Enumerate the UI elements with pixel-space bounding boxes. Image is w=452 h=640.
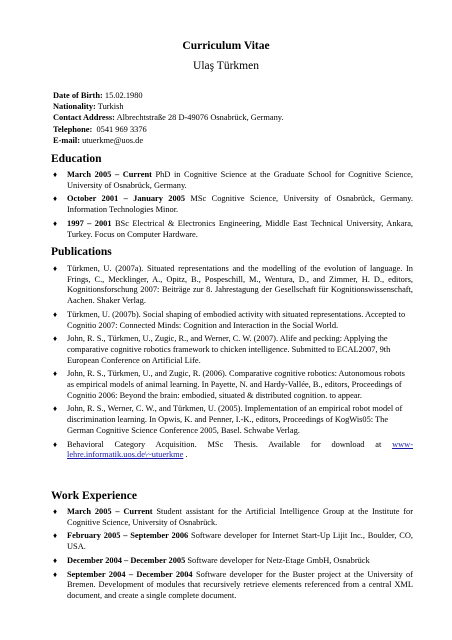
publication-text: John, R. S., Türkmen, U., and Zugic, R. (2006). Comparative cognitive robotics: Autonomous robots as empirical models of animal learning. In Payette, N. and Hardy-Vallée, B., editors, Proceedings of Cognitio 2006: Beyond the brain: embodied, situated & distributed cognition. to appear. (67, 369, 405, 400)
email-value: utuerkme@uos.de (79, 135, 144, 145)
publications-heading: Publications (51, 246, 112, 258)
work-text: Software developer for the Buster project at the University of Bremen. Development of modules that recursively retrieve elements referenced from a central XML document, and create a single complete document. (67, 569, 413, 600)
diamond-bullet-icon: ♦ (53, 507, 58, 516)
telephone-line (53, 124, 284, 135)
work-date: September 2004 – December 2004 (67, 569, 193, 579)
diamond-bullet-icon: ♦ (53, 531, 58, 541)
list-item (53, 369, 413, 401)
nationality-value: Turkish (95, 102, 124, 112)
list-item (53, 570, 413, 602)
work-text: Student assistant for the Artificial Intelligence Group at the Institute for Cognitive Science, University of Osnabrück. (67, 507, 414, 527)
work-text: Software developer for Netz-Etage GmbH, Osnabrück (185, 555, 370, 565)
list-item (53, 556, 413, 567)
publication-text: Türkmen, U. (2007b). Social shaping of embodied activity with situated representations. Accepted to Cognitio 2007: Connected Minds: Cognition and Interaction in the Social World. (67, 309, 406, 330)
publication-text: Behavioral Category Acquisition. MSc Thesis. Available for download at (67, 439, 393, 449)
diamond-bullet-icon: ♦ (53, 194, 58, 204)
diamond-bullet-icon: ♦ (53, 555, 58, 565)
diamond-bullet-icon: ♦ (53, 404, 58, 414)
education-text: PhD in Cognitive Science at the Graduate School for Cognitive Science, University of Osnabrück, Germany. (67, 170, 413, 190)
publication-text: John, R. S., Türkmen, U., Zugic, R., and Werner, C. W. (2007). Alife and pecking: Applying the comparative cognitive robotics framework to chicken intelligence. Submitted to ECAL2007, 9th European Conference on Artificial Life. (67, 334, 391, 365)
birth-date-value: 15.02.1980 (102, 91, 143, 100)
list-item (53, 310, 413, 331)
work-list (53, 507, 413, 605)
document-title: Curriculum Vitae (182, 40, 270, 52)
diamond-bullet-icon: ♦ (53, 334, 58, 344)
list-item (53, 219, 413, 240)
diamond-bullet-icon: ♦ (53, 218, 58, 228)
list-item (53, 334, 413, 366)
work-date: March 2005 – Current (67, 507, 153, 516)
birth-date-label: Date of Birth: (53, 91, 103, 100)
personal-info (53, 90, 284, 146)
telephone-label: Telephone: (53, 124, 93, 134)
work-date: February 2005 – September 2006 (67, 531, 189, 541)
education-date: March 2005 – Current (67, 170, 152, 179)
publication-text: Türkmen, U. (2007a). Situated representations and the modelling of the evolution of language. In Frings, C., Mecklinger, A., Opitz, B., Pospeschill, M., Wentura, D., and Zimmer, H. D., editors, Kognitionsforschung 2007: Beiträge zur 8. Jahrestagung der Gesellschaft für Kognitionswissenschaft, Aachen. Shaker Verlag. (67, 264, 413, 306)
list-item (53, 531, 413, 552)
diamond-bullet-icon: ♦ (53, 309, 58, 319)
list-item (53, 170, 413, 191)
birth-date-line (53, 90, 284, 101)
list-item (53, 507, 413, 528)
address-label: Contact Address: (53, 113, 115, 123)
list-item (53, 264, 413, 307)
list-item (53, 404, 413, 436)
education-list (53, 170, 413, 243)
education-date: 1997 – 2001 (67, 218, 112, 228)
thesis-link[interactable]: www-lehre.informatik.uos.de\~utuerkme (67, 439, 413, 460)
diamond-bullet-icon: ♦ (53, 569, 58, 579)
education-text: MSc Cognitive Science, University of Osnabrück, Germany. Information Technologies Minor. (67, 194, 413, 215)
nationality-label: Nationality: (53, 102, 96, 112)
publications-list (53, 264, 413, 464)
address-line (53, 112, 284, 123)
education-date: October 2001 – January 2005 (67, 194, 186, 204)
work-date: December 2004 – December 2005 (67, 555, 186, 565)
publication-tail: . (183, 450, 188, 460)
work-heading: Work Experience (51, 490, 137, 502)
nationality-line (53, 101, 284, 112)
telephone-value: 0541 969 3376 (92, 124, 147, 134)
diamond-bullet-icon: ♦ (53, 369, 58, 379)
diamond-bullet-icon: ♦ (53, 170, 58, 179)
diamond-bullet-icon: ♦ (53, 264, 58, 273)
diamond-bullet-icon: ♦ (53, 439, 58, 449)
education-heading: Education (51, 153, 102, 165)
list-item (53, 440, 413, 461)
email-line (53, 135, 284, 146)
education-text: BSc Electrical & Electronics Engineering, Middle East Technical University, Ankara, Turkey. Focus on Computer Hardware. (67, 218, 414, 239)
email-label: E-mail: (53, 135, 80, 145)
address-value: Albrechtstraße 28 D-49076 Osnabrück, Germany. (114, 113, 284, 123)
list-item (53, 194, 413, 215)
publication-text: John, R. S., Werner, C. W., and Türkmen, U. (2005). Implementation of an empirical robot model of discrimination learning. In Opwis, K. and Penner, I.-K., editors, Proceedings of KogWis05: The German Cognitive Science Conference 2005, Basel. Schwabe Verlag. (67, 404, 403, 435)
person-name: Ulaş Türkmen (193, 60, 259, 72)
work-text: Software developer for Internet Start-Up Lijit Inc., Boulder, CO, USA. (67, 531, 413, 552)
